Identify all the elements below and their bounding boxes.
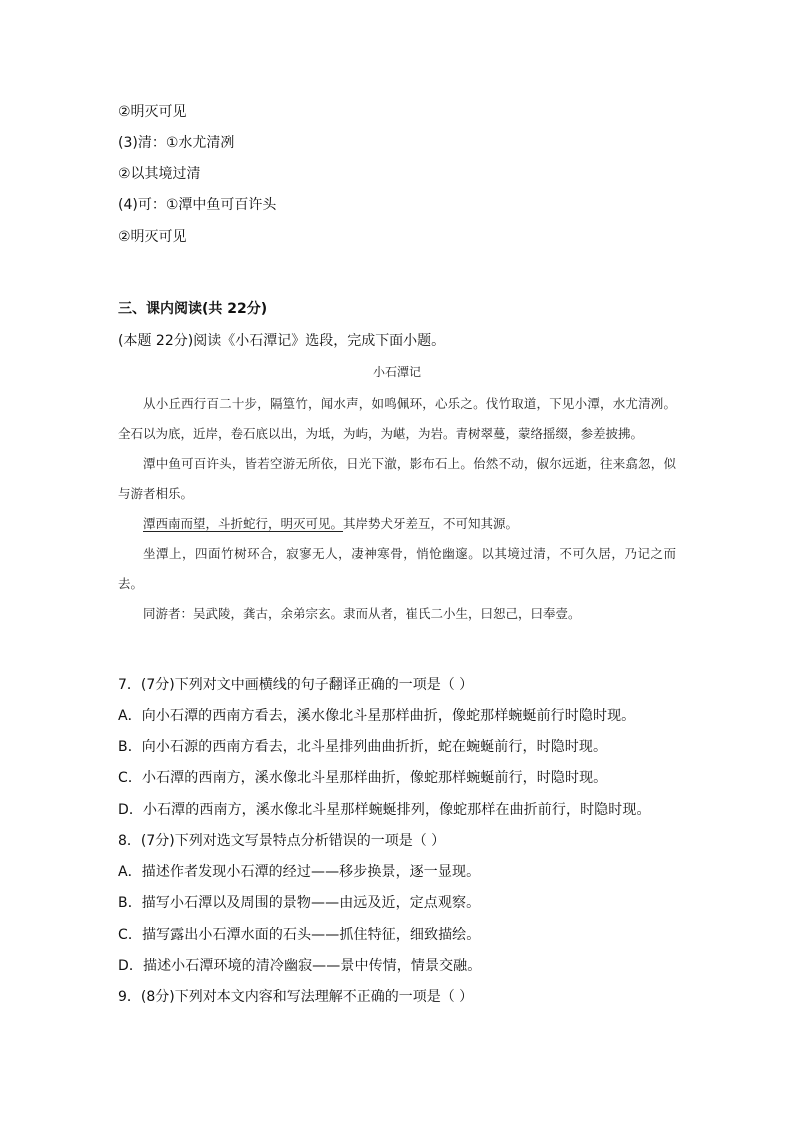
question-8-stem: 8．(7分)下列对选文写景特点分析错误的一项是（ ） [118, 833, 446, 849]
section-intro: (本题 22分)阅读《小石潭记》选段，完成下面小题。 [118, 333, 446, 349]
passage-paragraph-1: 从小丘西行百二十步，隔篁竹，闻水声，如鸣佩环，心乐之。伐竹取道，下见小潭，水尤清冽。全石以为底，近岸，卷石底以出，为坻，为屿，为嵁，为岩。青树翠蔓，蒙络摇缀，参差披拂。 [118, 396, 676, 441]
question-9-stem: 9．(8分)下列对本文内容和写法理解不正确的一项是（ ） [118, 989, 474, 1005]
underlined-sentence: 潭西南而望，斗折蛇行，明灭可见。 [143, 516, 344, 531]
passage-body [118, 389, 676, 629]
passage-paragraph-5: 同游者：吴武陵，龚古，余弟宗玄。隶而从者，崔氏二小生，曰恕己，曰奉壹。 [143, 606, 581, 621]
question-8-option-a: A．描述作者发现小石潭的经过——移步换景，逐一显现。 [118, 864, 481, 880]
question-7-option-c: C．小石潭的西南方，溪水像北斗星那样曲折，像蛇那样蜿蜒前行，时隐时现。 [118, 770, 608, 786]
passage-paragraph-3 [118, 509, 676, 539]
question-7-option-a: A．向小石潭的西南方看去，溪水像北斗星那样曲折，像蛇那样蜿蜒前行时隐时现。 [118, 708, 636, 724]
section-heading: 三、课内阅读(共 22分) [118, 301, 268, 317]
question-7-stem: 7．(7分)下列对文中画横线的句子翻译正确的一项是（ ） [118, 677, 474, 693]
passage-paragraph-3-rest: 其岸势犬牙差互，不可知其源。 [343, 516, 519, 531]
passage-paragraph-4: 坐潭上，四面竹树环合，寂寥无人，凄神寒骨，悄怆幽邃。以其境过清，不可久居，乃记之而去。 [118, 546, 676, 591]
passage-paragraph-2: 潭中鱼可百许头，皆若空游无所依，日光下澈，影布石上。佁然不动，俶尔远逝，往来翕忽，似与游者相乐。 [118, 456, 676, 501]
question-8-option-d: D．描述小石潭环境的清冷幽寂——景中传情，情景交融。 [118, 958, 482, 974]
answer-line-3: ②以其境过清 [118, 166, 201, 182]
question-7-option-b: B．向小石源的西南方看去，北斗星排列曲曲折折，蛇在蜿蜒前行，时隐时现。 [118, 739, 608, 755]
question-8-option-b: B．描写小石潭以及周围的景物——由远及近，定点观察。 [118, 895, 481, 911]
answer-line-4: (4)可：①潭中鱼可百许头 [118, 197, 277, 213]
question-8-option-c: C．描写露出小石潭水面的石头——抓住特征，细致描绘。 [118, 927, 481, 943]
answer-line-2: (3)清：①水尤清冽 [118, 135, 235, 151]
question-7-option-d: D．小石潭的西南方，溪水像北斗星那样蜿蜒排列，像蛇那样在曲折前行，时隐时现。 [118, 802, 651, 818]
answer-line-1: ②明灭可见 [118, 104, 187, 120]
passage-title: 小石潭记 [372, 365, 421, 379]
answer-line-5: ②明灭可见 [118, 229, 187, 245]
